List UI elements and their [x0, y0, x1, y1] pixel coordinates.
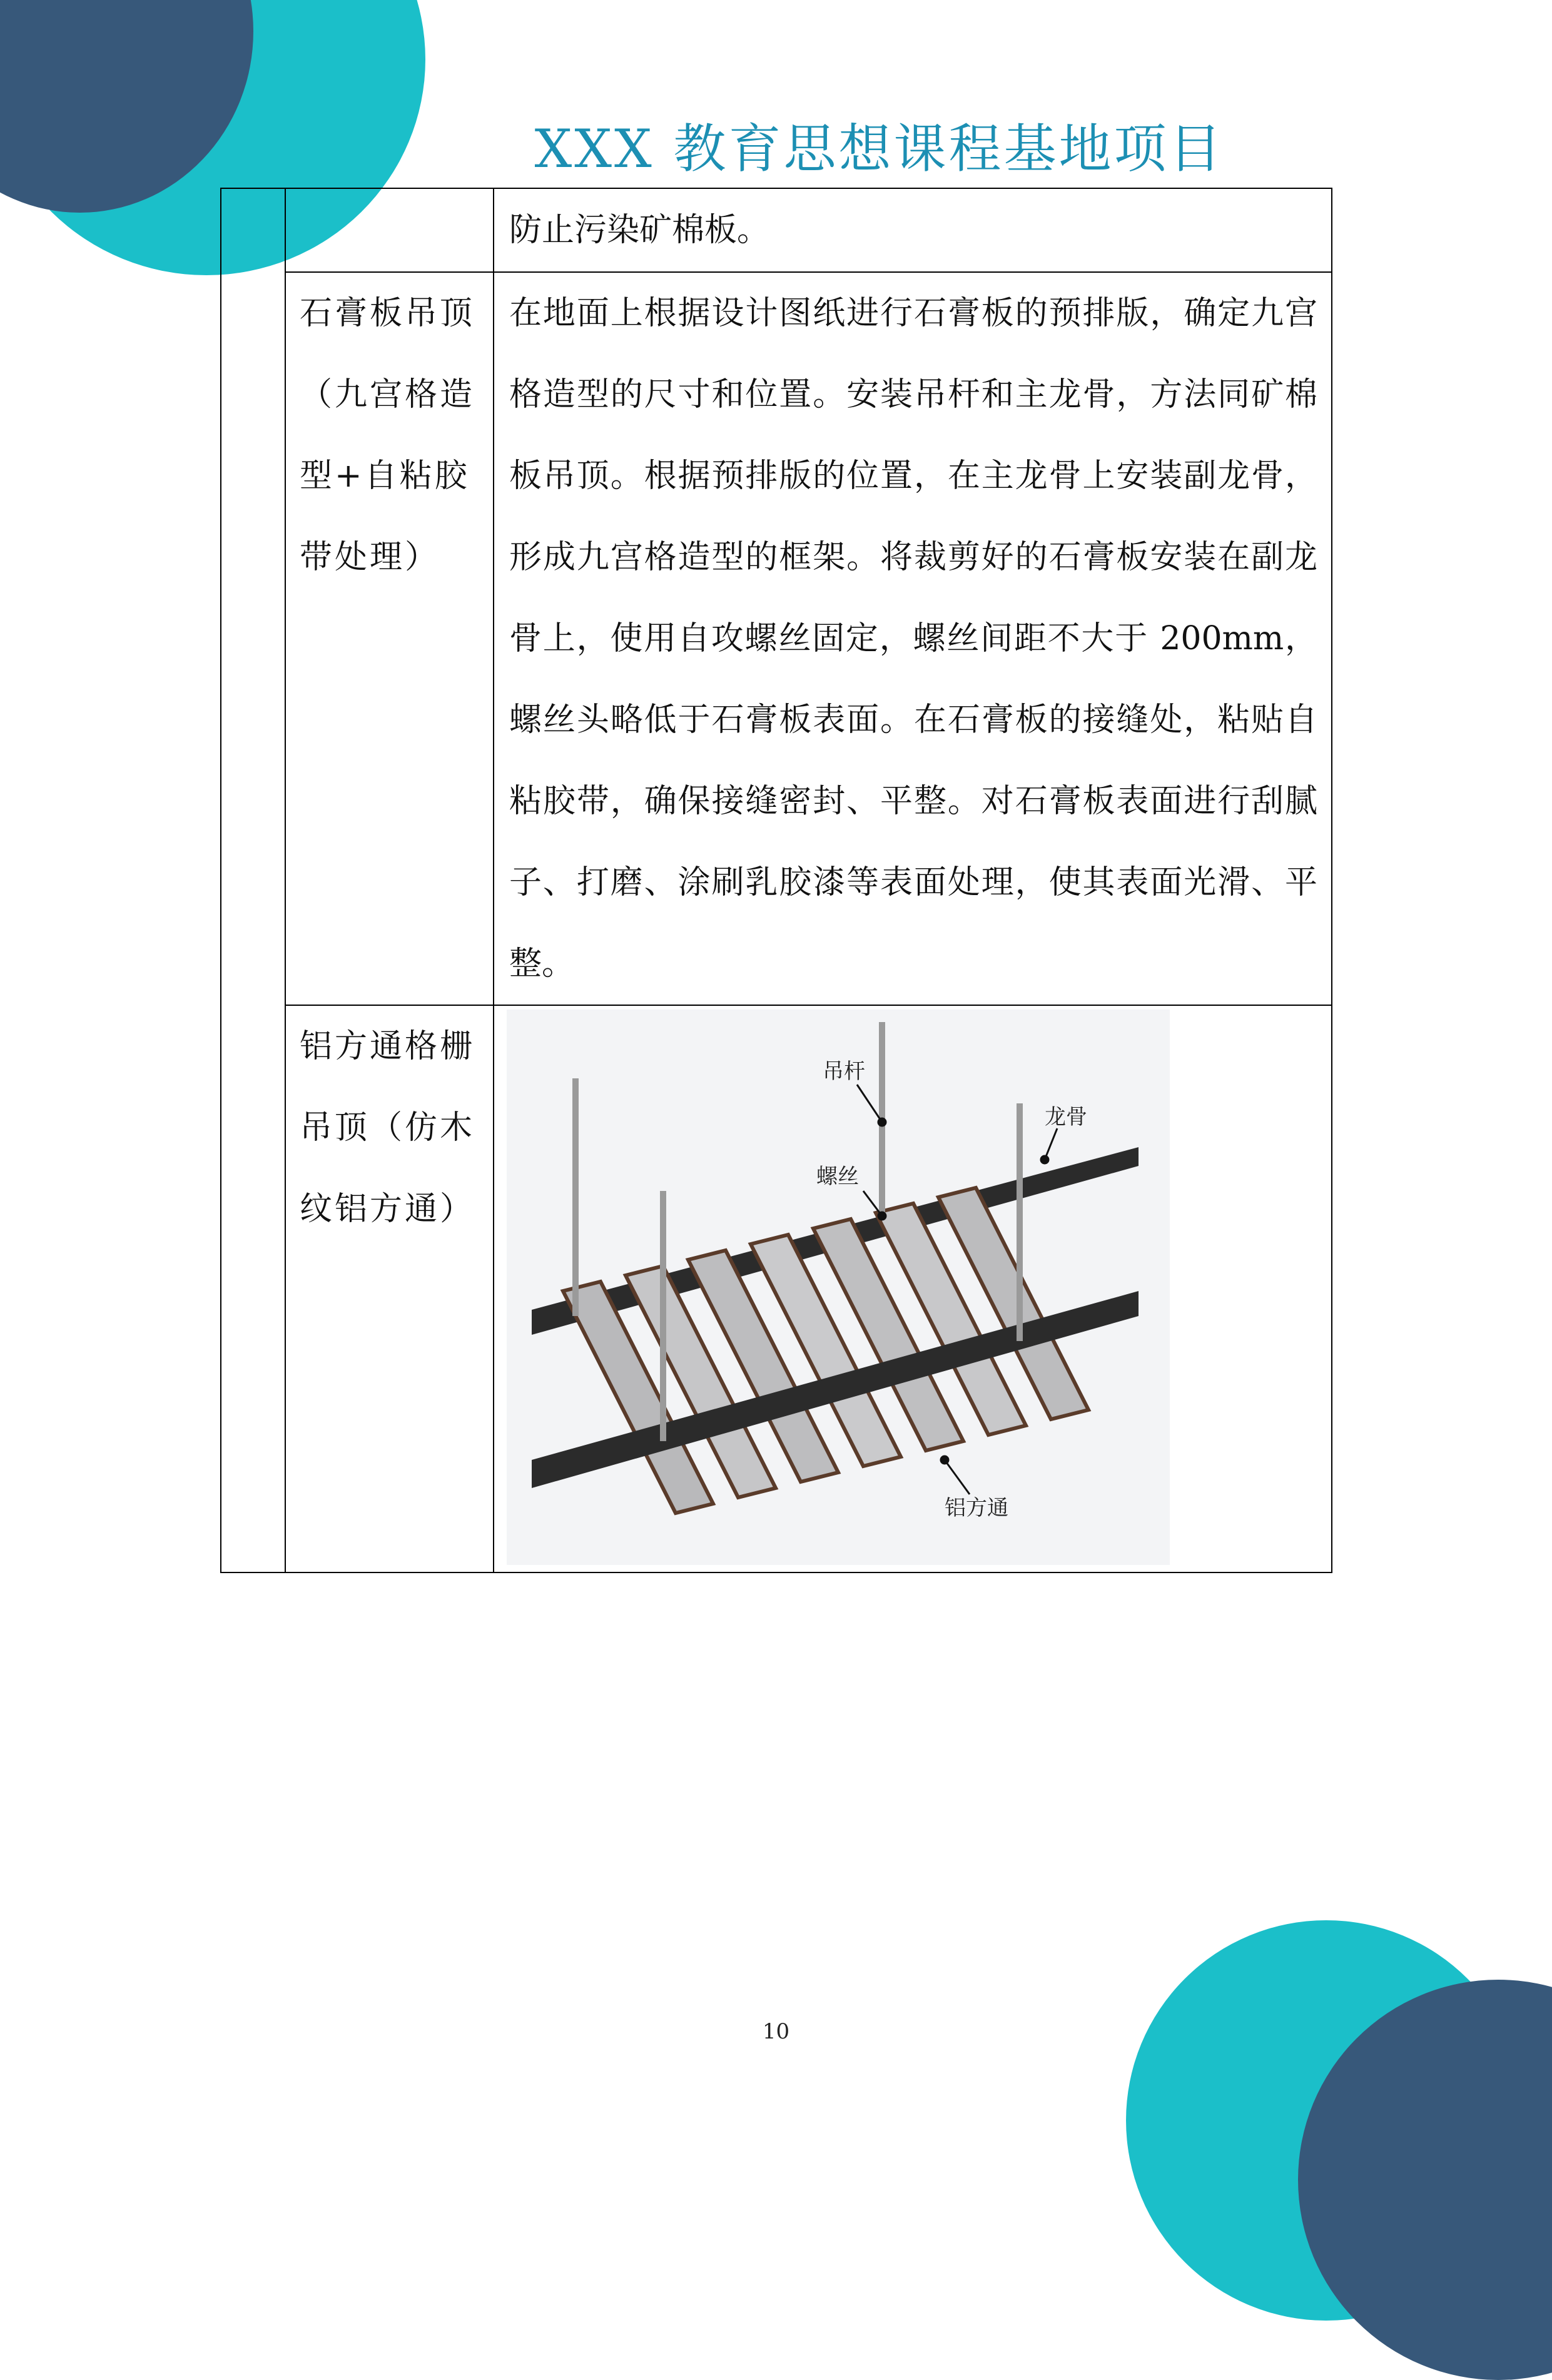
label-aluminum-tube: 铝方通 — [945, 1496, 1008, 1521]
label-hanger: 吊杆 — [823, 1059, 865, 1084]
item-description-cell — [494, 188, 1332, 272]
item-name-cell — [285, 272, 494, 1005]
item-name: 铝方通格栅吊顶（仿木纹铝方通） — [300, 1028, 475, 1228]
category-cell — [221, 188, 285, 1572]
construction-table — [220, 188, 1332, 1573]
aluminum-grille-illustration — [507, 1010, 1170, 1565]
item-description-cell — [494, 272, 1332, 1005]
label-screw: 螺丝 — [816, 1164, 859, 1189]
label-keel: 龙骨 — [1045, 1105, 1087, 1130]
item-name: 石膏板吊顶（九宫格造型+自粘胶带处理） — [300, 295, 475, 576]
item-name-cell — [285, 1005, 494, 1572]
item-name-cell — [285, 188, 494, 272]
item-description: 防止污染矿棉板。 — [509, 211, 770, 249]
page-number: 10 — [762, 2019, 790, 2044]
aluminum-grille-photo — [507, 1010, 1170, 1565]
item-description: 在地面上根据设计图纸进行石膏板的预排版，确定九宫格造型的尺寸和位置。安装吊杆和主龙骨，方法同矿棉板吊顶。根据预排版的位置，在主龙骨上安装副龙骨，形成九宫格造型的框架。将裁剪好的石膏板安装在副龙骨上，使用自攻螺丝固定，螺丝间距不大于 200mm，螺丝头略低于石膏板表面。在石膏板的接缝处，粘贴自粘胶带，确保接缝密封、平整。对石膏板表面进行刮腻子、打磨、涂刷乳胶漆等表面处理，使其表面光滑、平整。 — [509, 295, 1317, 983]
table-row — [221, 272, 1332, 1005]
page-title: XXX 教育思想课程基地项目 — [534, 118, 1224, 180]
item-figure-cell — [494, 1005, 1332, 1572]
table-row — [221, 188, 1332, 272]
table-row — [221, 1005, 1332, 1572]
